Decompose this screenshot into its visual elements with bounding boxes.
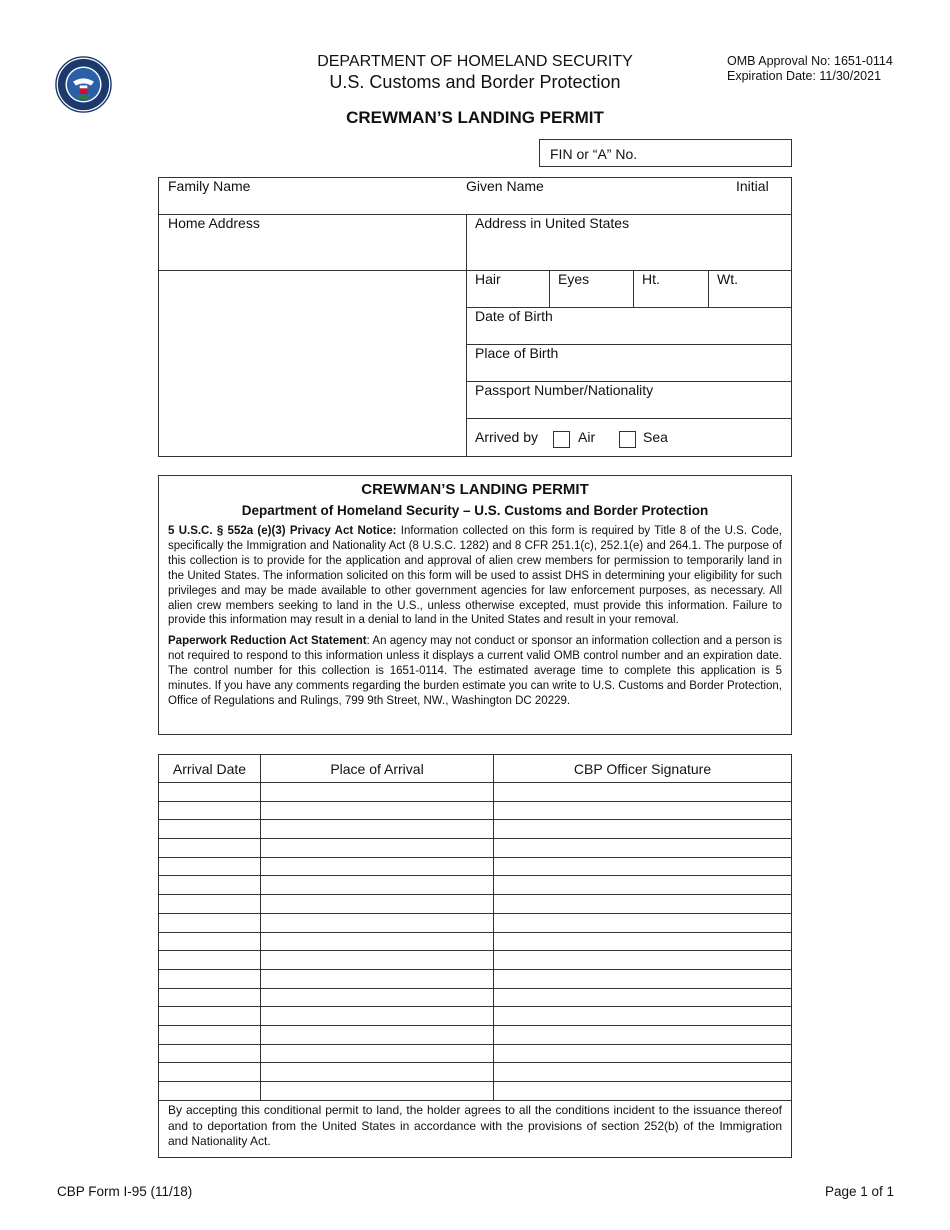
privacy-heading: 5 U.S.C. § 552a (e)(3) Privacy Act Notice: [168,525,397,537]
table-row [159,857,792,876]
expiration-date: Expiration Date: 11/30/2021 [727,69,882,83]
air-label: Air [578,429,596,445]
home-address-label: Home Address [168,215,260,231]
eyes-label: Eyes [558,271,590,287]
officer-signature-cell[interactable] [494,1007,792,1026]
omb-approval: OMB Approval No: 1651-0114 [727,54,893,68]
hair-label: Hair [475,271,501,287]
table-row [159,839,792,858]
place-of-arrival-cell[interactable] [261,783,494,802]
officer-signature-cell[interactable] [494,969,792,988]
officer-signature-cell[interactable] [494,988,792,1007]
place-of-arrival-cell[interactable] [261,895,494,914]
dhs-seal-icon [55,56,112,113]
place-of-arrival-cell[interactable] [261,839,494,858]
pra-text: : An agency may not conduct or sponsor an information collection and a person is not required to respond to this information unless it displays a current valid OMB control number and an expiration date. The control number for this collection is 1651-0114. The estimated average time to complete this application is 5 minutes. If you have any comments regarding the burden estimate you can write to U.S. Customs and Border Protection, Office of Regulations and Rulings, 799 9th Street, NW., Washington DC 20229. [168,635,782,707]
agency-name: DEPARTMENT OF HOMELAND SECURITY [317,53,633,70]
arrival-date-cell[interactable] [159,783,261,802]
us-address-label: Address in United States [475,215,630,231]
table-row [159,783,792,802]
arrival-date-cell[interactable] [159,1063,261,1082]
table-row [159,913,792,932]
arrival-date-cell[interactable] [159,1007,261,1026]
omb-info [727,54,893,84]
place-of-arrival-cell[interactable] [261,988,494,1007]
passport-label: Passport Number/Nationality [475,382,654,398]
arrival-date-cell[interactable] [159,988,261,1007]
page-number: Page 1 of 1 [824,1184,894,1199]
place-of-arrival-cell[interactable] [261,857,494,876]
privacy-text: Information collected on this form is required by Title 8 of the U.S. Code, specifically the Immigration and Nationality Act (8 U.S.C. 1282) and 8 CFR 251.1(c), 252.1(e) and 264.1. The purpose of this collection is to provide for the application and approval of alien crew members for permission to temporarily land in the United States. The information solicited on this form will be used to assist DHS in determining your eligibility for such privileges and may be made available to other government agencies for law enforcement purposes, as necessary. All alien crew members seeking to land in the U.S., unless otherwise excepted, must provide this information. Failure to provide this information may result in a denial to land in the United States and result in your removal. [168,525,782,627]
given-name-label: Given Name [466,178,544,194]
arrival-log-body [159,783,792,1101]
arrival-date-cell[interactable] [159,820,261,839]
place-of-arrival-cell[interactable] [261,932,494,951]
arrival-date-cell[interactable] [159,1082,261,1101]
place-of-arrival-cell[interactable] [261,876,494,895]
privacy-act-notice [168,524,782,628]
arrival-date-cell[interactable] [159,857,261,876]
arrival-date-cell[interactable] [159,839,261,858]
officer-signature-cell[interactable] [494,951,792,970]
table-header-row [159,755,792,783]
table-row [159,932,792,951]
arrival-date-cell[interactable] [159,1025,261,1044]
agency-subname: U.S. Customs and Border Protection [329,72,621,92]
pob-label: Place of Birth [475,345,559,361]
place-of-arrival-cell[interactable] [261,913,494,932]
arrived-by-label: Arrived by [475,429,539,445]
officer-signature-cell[interactable] [494,1044,792,1063]
table-row [159,876,792,895]
table-row [159,988,792,1007]
table-row [159,1082,792,1101]
table-row [159,801,792,820]
officer-signature-cell[interactable] [494,1082,792,1101]
table-row [159,969,792,988]
arrival-date-cell[interactable] [159,913,261,932]
place-of-arrival-cell[interactable] [261,801,494,820]
officer-signature-cell[interactable] [494,932,792,951]
place-of-arrival-cell[interactable] [261,969,494,988]
arrival-date-cell[interactable] [159,932,261,951]
paperwork-reduction-statement [168,634,782,709]
officer-signature-cell[interactable] [494,839,792,858]
sea-checkbox[interactable] [619,431,636,448]
fin-label: FIN or “A” No. [550,146,638,162]
place-of-arrival-cell[interactable] [261,1044,494,1063]
arrival-log-table [158,754,792,1101]
col-officer-signature: CBP Officer Signature [494,755,792,783]
officer-signature-cell[interactable] [494,801,792,820]
place-of-arrival-cell[interactable] [261,1025,494,1044]
arrival-date-cell[interactable] [159,969,261,988]
arrival-date-cell[interactable] [159,876,261,895]
officer-signature-cell[interactable] [494,783,792,802]
officer-signature-cell[interactable] [494,913,792,932]
agreement-text: By accepting this conditional permit to land, the holder agrees to all the conditions incident to the issuance thereof and to deportation from the United States in accordance with the provisions of section 252(b) of the Immigration and Nationality Act. [158,1099,792,1158]
notice-subtitle: Department of Homeland Security – U.S. Customs and Border Protection [241,503,709,518]
officer-signature-cell[interactable] [494,857,792,876]
place-of-arrival-cell[interactable] [261,951,494,970]
initial-label: Initial [736,178,769,194]
place-of-arrival-cell[interactable] [261,1007,494,1026]
dob-label: Date of Birth [475,308,553,324]
air-checkbox[interactable] [553,431,570,448]
table-row [159,1044,792,1063]
place-of-arrival-cell[interactable] [261,820,494,839]
officer-signature-cell[interactable] [494,895,792,914]
sea-label: Sea [643,429,668,445]
form-number: CBP Form I-95 (11/18) [57,1184,193,1199]
notice-title: CREWMAN’S LANDING PERMIT [361,481,589,498]
officer-signature-cell[interactable] [494,876,792,895]
fin-field[interactable] [539,139,792,167]
family-name-label: Family Name [168,178,251,194]
pra-heading: Paperwork Reduction Act Statement [168,635,367,648]
arrival-date-cell[interactable] [159,895,261,914]
place-of-arrival-cell[interactable] [261,1063,494,1082]
table-row [159,1025,792,1044]
col-place-of-arrival: Place of Arrival [261,755,494,783]
officer-signature-cell[interactable] [494,820,792,839]
notice-section [158,475,792,735]
table-row [159,1007,792,1026]
table-row [159,951,792,970]
officer-signature-cell[interactable] [494,1063,792,1082]
place-of-arrival-cell[interactable] [261,1082,494,1101]
table-row [159,1063,792,1082]
weight-label: Wt. [717,271,738,287]
table-row [159,820,792,839]
arrival-date-cell[interactable] [159,951,261,970]
table-row [159,895,792,914]
arrival-date-cell[interactable] [159,801,261,820]
identity-section [158,177,792,457]
height-label: Ht. [642,271,660,287]
officer-signature-cell[interactable] [494,1025,792,1044]
form-title: CREWMAN’S LANDING PERMIT [346,108,604,127]
col-arrival-date: Arrival Date [159,755,261,783]
arrival-date-cell[interactable] [159,1044,261,1063]
